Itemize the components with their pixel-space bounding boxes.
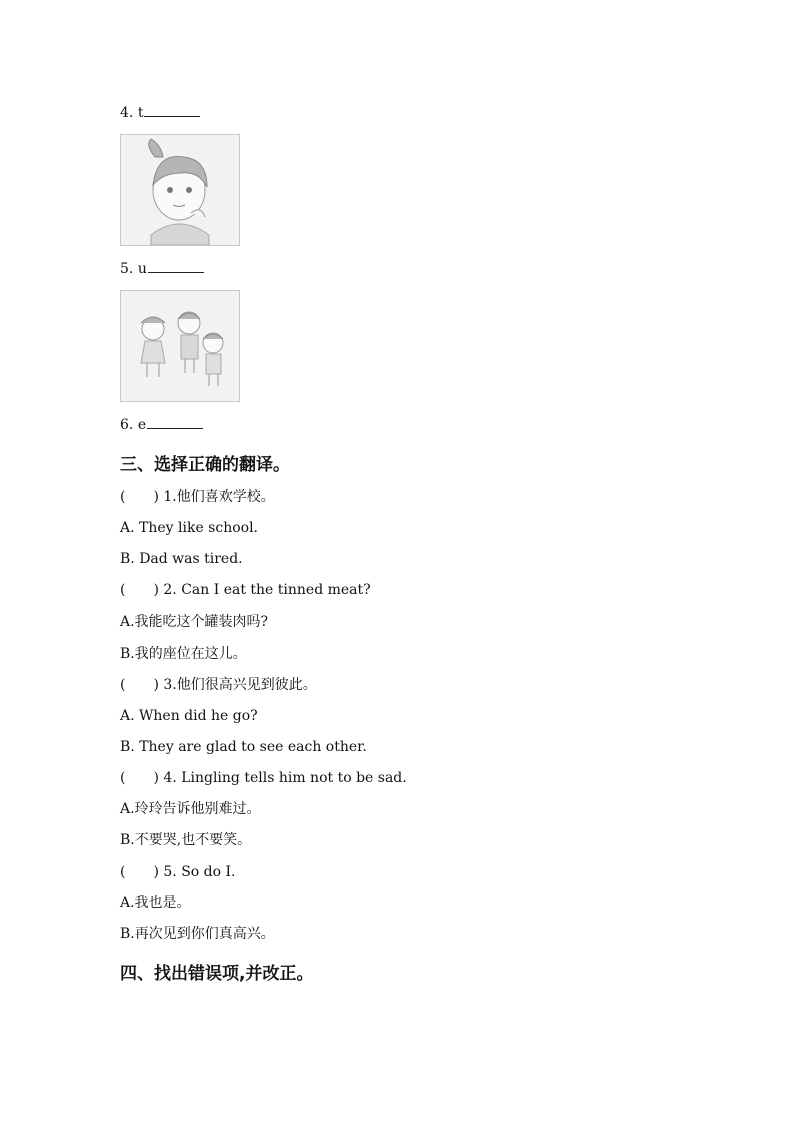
question-prompt: 3.他们很高兴见到彼此。	[163, 677, 317, 693]
option-b: B. Dad was tired.	[120, 551, 243, 567]
paren-open: (	[120, 770, 126, 786]
picture-girl-thinking	[120, 134, 240, 246]
paren-close: )	[153, 677, 159, 693]
item-letter: e	[137, 417, 147, 433]
question-prompt: 2. Can I eat the tinned meat?	[163, 582, 371, 598]
answer-blank[interactable]	[148, 259, 204, 273]
section4-title: 四、找出错误项,并改正。	[120, 964, 314, 984]
paren-open: (	[120, 677, 126, 693]
girl-illustration	[121, 135, 239, 245]
paren-close: )	[153, 489, 159, 505]
paren-close: )	[153, 582, 159, 598]
option-a: A. They like school.	[120, 520, 259, 536]
paren-open: (	[120, 489, 126, 505]
question-1	[120, 488, 275, 506]
question-4	[120, 769, 407, 787]
item-number: 4.	[120, 105, 134, 121]
item-number: 5.	[120, 261, 134, 277]
question-2	[120, 581, 371, 599]
answer-blank[interactable]	[144, 103, 200, 117]
question-5	[120, 863, 236, 881]
spell-item-5	[120, 259, 204, 278]
option-b: B.我的座位在这儿。	[120, 646, 247, 662]
picture-three-children	[120, 290, 240, 402]
paren-close: )	[153, 864, 159, 880]
spell-item-4	[120, 103, 200, 122]
item-letter: u	[137, 261, 147, 277]
item-number: 6.	[120, 417, 134, 433]
paren-open: (	[120, 582, 126, 598]
question-prompt: 5. So do I.	[163, 864, 236, 880]
section3-title: 三、选择正确的翻译。	[120, 455, 290, 475]
paren-close: )	[153, 770, 159, 786]
option-b: B. They are glad to see each other.	[120, 739, 367, 755]
question-prompt: 1.他们喜欢学校。	[163, 489, 275, 505]
spell-item-6	[120, 415, 203, 434]
option-b: B.再次见到你们真高兴。	[120, 926, 275, 942]
children-illustration	[121, 291, 239, 401]
item-letter: t	[137, 105, 144, 121]
paren-open: (	[120, 864, 126, 880]
question-3	[120, 676, 317, 694]
option-a: A. When did he go?	[120, 708, 258, 724]
answer-blank[interactable]	[147, 415, 203, 429]
option-a: A.我也是。	[120, 895, 191, 911]
question-prompt: 4. Lingling tells him not to be sad.	[163, 770, 407, 786]
option-a: A.玲玲告诉他别难过。	[120, 801, 261, 817]
option-a: A.我能吃这个罐装肉吗?	[120, 614, 269, 630]
option-b: B.不要哭,也不要笑。	[120, 832, 252, 848]
